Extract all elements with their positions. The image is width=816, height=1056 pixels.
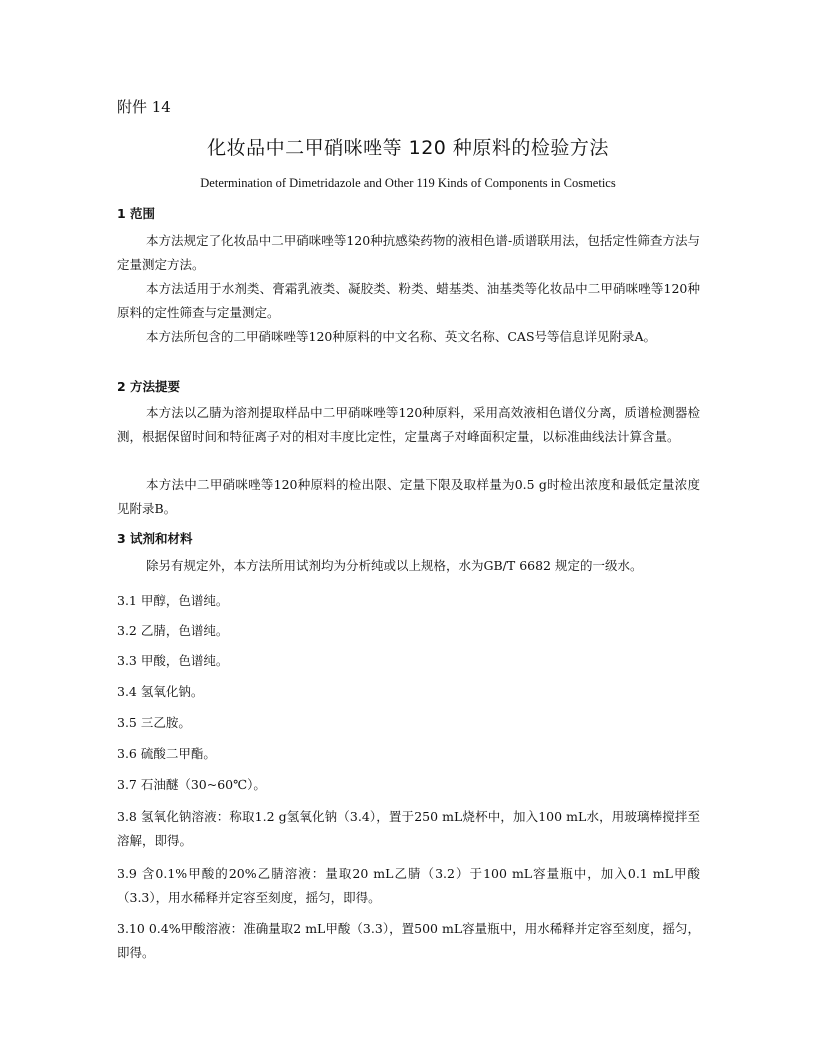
annex-label: 附件 14 bbox=[117, 98, 171, 116]
section-1-paragraph: 本方法所包含的二甲硝咪唑等120种原料的中文名称、英文名称、CAS号等信息详见附录A。 bbox=[146, 329, 657, 344]
reagent-item: 3.10 0.4%甲酸溶液：准确量取2 mL甲酸（3.3），置500 mL容量瓶中，用水稀释并定容至刻度，摇匀，即得。 bbox=[117, 921, 700, 960]
document-subtitle: Determination of Dimetridazole and Other 119 Kinds of Components in Cosmetics bbox=[200, 176, 616, 190]
reagent-item: 3.8 氢氧化钠溶液：称取1.2 g氢氧化钠（3.4），置于250 mL烧杯中，加入100 mL水，用玻璃棒搅拌至溶解，即得。 bbox=[117, 809, 700, 848]
reagent-item: 3.9 含0.1%甲酸的20%乙腈溶液：量取20 mL乙腈（3.2）于100 mL容量瓶中，加入0.1 mL甲酸（3.3），用水稀释并定容至刻度，摇匀，即得。 bbox=[117, 866, 700, 905]
section-2-paragraph: 本方法以乙腈为溶剂提取样品中二甲硝咪唑等120种原料，采用高效液相色谱仪分离，质谱检测器检测，根据保留时间和特征离子对的相对丰度比定性，定量离子对峰面积定量，以标准曲线法计算含量。 bbox=[117, 405, 700, 444]
section-3-heading: 3 试剂和材料 bbox=[117, 531, 193, 546]
section-3-intro: 除另有规定外，本方法所用试剂均为分析纯或以上规格，水为GB/T 6682 规定的一级水。 bbox=[146, 558, 643, 573]
document-title: 化妆品中二甲硝咪唑等 120 种原料的检验方法 bbox=[207, 137, 609, 159]
section-1-paragraph: 本方法适用于水剂类、膏霜乳液类、凝胶类、粉类、蜡基类、油基类等化妆品中二甲硝咪唑等120种原料的定性筛查与定量测定。 bbox=[117, 281, 700, 320]
reagent-item: 3.7 石油醚（30~60℃）。 bbox=[117, 777, 266, 792]
reagent-item: 3.3 甲酸，色谱纯。 bbox=[117, 653, 229, 668]
section-2-paragraph: 本方法中二甲硝咪唑等120种原料的检出限、定量下限及取样量为0.5 g时检出浓度和最低定量浓度见附录B。 bbox=[117, 477, 700, 516]
section-1-paragraph: 本方法规定了化妆品中二甲硝咪唑等120种抗感染药物的液相色谱-质谱联用法，包括定性筛查方法与定量测定方法。 bbox=[117, 233, 700, 272]
section-1-heading: 1 范围 bbox=[117, 206, 156, 221]
reagent-item: 3.2 乙腈，色谱纯。 bbox=[117, 623, 229, 638]
reagent-item: 3.6 硫酸二甲酯。 bbox=[117, 746, 216, 761]
reagent-item: 3.1 甲醇，色谱纯。 bbox=[117, 593, 229, 608]
section-2-heading: 2 方法提要 bbox=[117, 379, 181, 394]
reagent-item: 3.4 氢氧化钠。 bbox=[117, 684, 204, 699]
reagent-item: 3.5 三乙胺。 bbox=[117, 715, 191, 730]
